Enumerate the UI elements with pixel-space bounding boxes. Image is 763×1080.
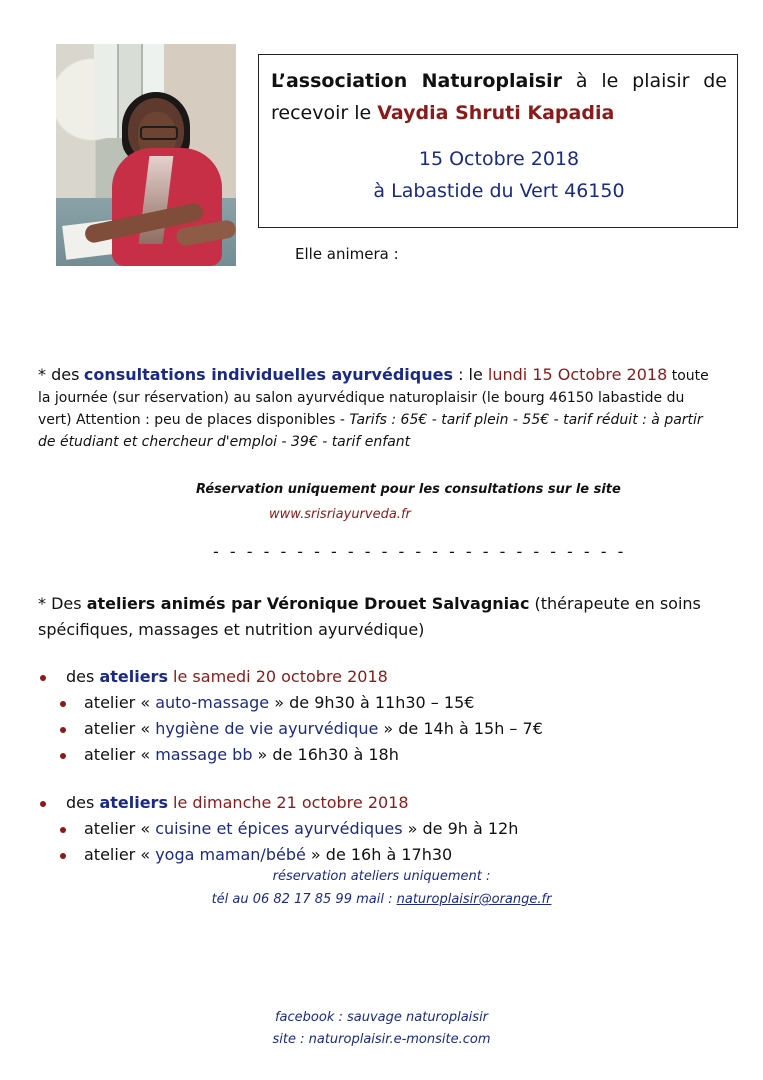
item-prefix: atelier « [84,819,156,838]
item-prefix: atelier « [84,693,156,712]
samedi-label: des [66,667,95,686]
bullet-dot [60,827,66,833]
dimanche-item-1 [38,816,712,842]
samedi-item-1 [38,690,712,716]
ateliers-title: ateliers animés par Véronique Drouet Salvagniac [86,594,530,613]
bullet-dot [60,753,66,759]
bullet-dot [40,675,46,681]
reservation-label: Réservation uniquement pour les consultations sur le site [196,482,621,497]
bullet-dot [60,727,66,733]
title-line-1 [271,65,727,129]
item-name: hygiène de vie ayurvédique [155,719,379,738]
dimanche-header [38,790,712,816]
event-date: 15 Octobre 2018 [418,148,580,170]
item-prefix: atelier « [84,719,156,738]
samedi-header [38,664,712,690]
dimanche-word: ateliers [99,793,168,812]
samedi-item-3 [38,742,712,768]
bullet-dot [40,801,46,807]
item-name: massage bb [155,745,253,764]
item-post: » de 9h à 12h [402,819,519,838]
consultation-after-title: : le [452,365,488,384]
portrait-photo [56,44,236,266]
ateliers-reservation [0,865,763,911]
samedi-list [38,664,712,768]
email-link[interactable]: naturoplaisir@orange.fr [396,892,552,907]
reservation-line-1: réservation ateliers uniquement : [272,869,491,884]
item-name: auto-massage [155,693,270,712]
reservation-site[interactable]: www.srisriayurveda.fr [269,507,411,522]
item-prefix: atelier « [84,745,156,764]
title-text: à le plaisir de recevoir le [271,70,727,124]
consultation-date: lundi 15 Octobre 2018 [487,365,668,384]
item-name: yoga maman/bébé [155,845,306,864]
event-place: à Labastide du Vert 46150 [373,180,625,202]
ateliers-paragraph [38,591,712,643]
item-post: » de 16h30 à 18h [252,745,399,764]
item-name: cuisine et épices ayurvédiques [155,819,403,838]
association-name: L’association Naturoplaisir [271,70,563,92]
guest-name: Vaydia Shruti Kapadia [377,102,615,124]
separator-line: - - - - - - - - - - - - - - - - - - - - - - - - - [213,542,627,561]
consultation-title: consultations individuelles ayurvédiques [83,365,453,384]
consultation-text: toute la journée (sur réservation) au salon ayurvédique naturoplaisir (le bourg 46150 labastide du vert) Attention : peu de places disponibles - [38,368,709,428]
facebook-text: facebook : sauvage naturoplaisir [274,1010,489,1025]
ateliers-description: (thérapeute en soins spécifiques, massages et nutrition ayurvédique) [38,594,701,639]
samedi-item-2 [38,716,712,742]
footer [0,1007,763,1051]
intro-text: Elle animera : [295,245,399,263]
item-prefix: atelier « [84,845,156,864]
dimanche-list [38,790,712,868]
dimanche-label: des [66,793,95,812]
consultation-prefix: * des [38,365,80,384]
consultation-tarifs: Tarifs : 65€ - tarif plein - 55€ - tarif réduit : à partir de étudiant et chercheur d'emploi - 39€ - tarif enfant [38,412,703,450]
ateliers-prefix: * Des [38,594,82,613]
consultation-paragraph [38,364,712,453]
item-post: » de 14h à 15h – 7€ [378,719,543,738]
reservation-line-2 [0,888,763,911]
glasses-shape [140,126,178,140]
title-box [258,54,738,228]
bullet-dot [60,701,66,707]
item-post: » de 9h30 à 11h30 – 15€ [269,693,475,712]
samedi-date: le samedi 20 octobre 2018 [167,667,388,686]
dimanche-date: le dimanche 21 octobre 2018 [167,793,409,812]
phone-text: tél au 06 82 17 85 99 mail : [211,892,397,907]
samedi-word: ateliers [99,667,168,686]
item-post: » de 16h à 17h30 [305,845,453,864]
bullet-dot [60,853,66,859]
site-text: site : naturoplaisir.e-monsite.com [272,1032,491,1047]
